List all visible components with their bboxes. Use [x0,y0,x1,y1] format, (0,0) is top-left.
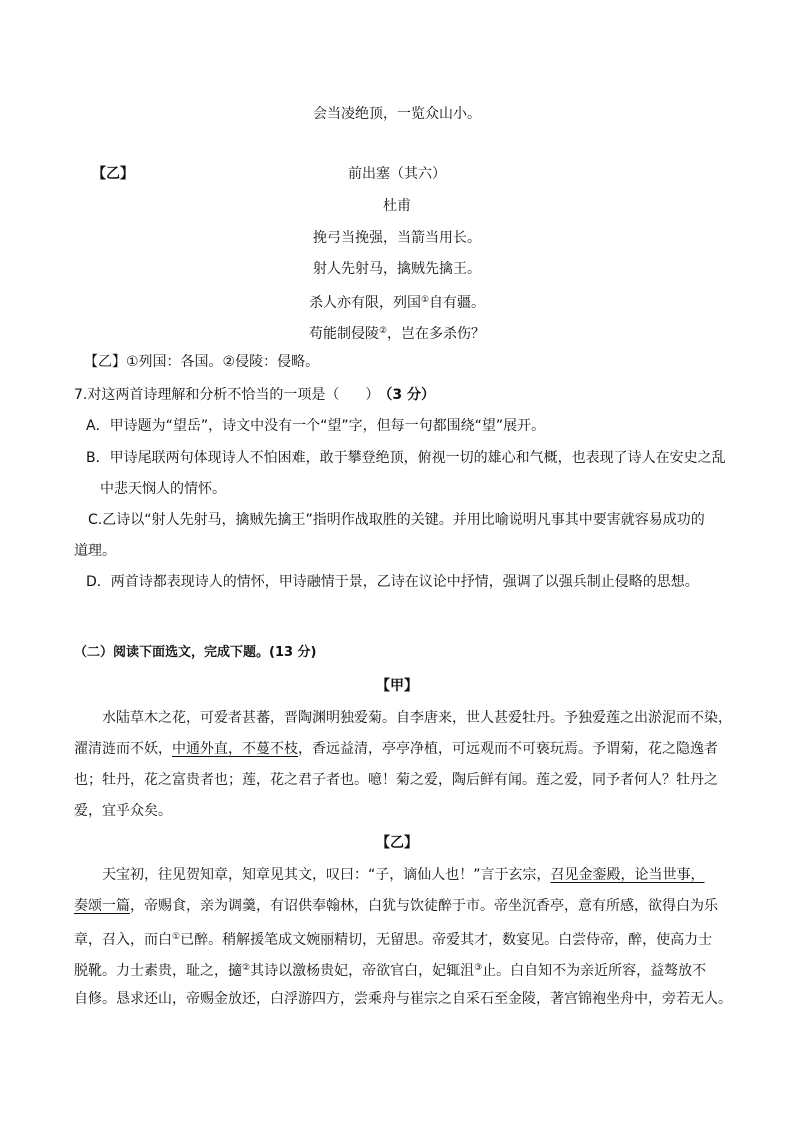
option-c-continued: 道理。 [74,543,116,559]
footnote-marker: ② [378,326,388,336]
option-a: A．甲诗题为“望岳”，诗文中没有一个“望”字，但每一句都围绕“望”展开。 [86,418,546,434]
passage-yi-line-1 [102,865,705,885]
option-b: B．甲诗尾联两句体现诗人不怕困难，敢于攀登绝顶，俯视一切的雄心和气概，也表现了诗人在安史之乱 [86,450,726,466]
passage-yi-line-2-b: ，帝赐食，亲为调羹，有诏供奉翰林，白犹与饮徒醉于市。帝坐沉香亭，意有所感，欲得白为乐 [130,898,718,914]
option-d: D．两首诗都表现诗人的情怀，甲诗融情于景，乙诗在议论中抒情，强调了以强兵制止侵略的思想。 [86,574,699,590]
footnote-marker: ② [242,963,251,973]
passage-yi-line-4-b: 其诗以激杨贵妃，帝欲官白，妃辄沮 [250,963,475,979]
passage-jia-line-4: 爱，宜乎众矣。 [74,803,172,819]
underlined-phrase: 中通外直，不蔓不枝 [172,741,298,757]
passage-yi-line-4-a: 脱靴。力士素贵，耻之，擿 [74,963,242,979]
poem-yi-line-3-b: 自有疆。 [429,295,486,311]
passage-jia-label: 【甲】 [376,678,418,694]
passage-yi-label: 【乙】 [376,835,418,851]
footnote-marker: ① [420,295,430,305]
poem-yi-line-3 [0,290,794,313]
passage-yi-line-5: 自修。恳求还山，帝赐金放还，白浮游四方，尝乘舟与崔宗之自采石至金陵，著宫锦袍坐舟中，旁若无人。 [74,991,732,1007]
underlined-phrase: 奏颂一篇 [74,898,130,914]
option-b-continued: 中悲天悯人的情怀。 [100,481,226,497]
question-7-stem [74,385,435,405]
poem-yi-label: 【乙】 [92,166,134,182]
footnote-marker: ① [172,932,181,942]
passage-jia-line-2 [74,739,718,759]
poem-yi-line-4-a: 苟能制侵陵 [308,326,379,342]
section-2-heading: （二）阅读下面选文，完成下题。(13 分) [74,645,317,660]
passage-yi-line-2 [74,896,718,916]
poem-yi-line-2: 射人先射马，擒贼先擒王。 [313,261,481,277]
poem-yi-notes: 【乙】①列国：各国。②侵陵：侵略。 [84,354,320,370]
footnote-marker: ③ [474,963,483,973]
passage-yi-line-1-a: 天宝初，往见贺知章，知章见其文，叹曰：“子，谪仙人也！”言于玄宗， [102,867,551,883]
poem-yi-author: 杜甫 [383,198,411,214]
question-7-close: ） [365,387,380,403]
passage-jia-line-1: 水陆草木之花，可爱者甚蕃，晋陶渊明独爱菊。自李唐来，世人甚爱牡丹。予独爱莲之出淤泥而不染， [102,710,732,726]
question-7-text: 7.对这两首诗理解和分析不恰当的一项是（ [74,387,340,403]
underlined-phrase: 召见金銮殿，论当世事， [550,867,705,883]
poem-yi-line-4 [0,321,794,344]
poem-yi-line-4-b: ，岂在多杀伤？ [387,326,486,342]
passage-yi-line-4 [74,958,706,981]
question-7-score: （3 分） [385,387,435,403]
passage-jia-line-2-a: 濯清涟而不妖， [74,741,172,757]
passage-jia-line-3: 也；牡丹，花之富贵者也；莲，花之君子者也。噫！菊之爱，陶后鲜有闻。莲之爱，同予者何人？牡丹之 [74,772,718,788]
option-c: C.乙诗以“射人先射马，擒贼先擒王”指明作战取胜的关键。并用比喻说明凡事其中要害就容易成功的 [88,512,705,528]
poem-yi-line-1: 挽弓当挽强，当箭当用长。 [313,230,481,246]
passage-yi-line-3-b: 已醉。稍解援笔成文婉丽精切，无留思。帝爱其才，数宴见。白尝侍帝，醉，使高力士 [180,932,713,948]
passage-jia-line-2-b: ，香远益清，亭亭净植，可远观而不可亵玩焉。予谓菊，花之隐逸者 [298,741,718,757]
poem-jia-last-line: 会当凌绝顶，一览众山小。 [313,106,481,122]
poem-yi-title: 前出塞（其六） [348,166,446,182]
poem-yi-line-3-a: 杀人亦有限，列国 [308,295,421,311]
passage-yi-line-4-c: 止。白自知不为亲近所容，益骜放不 [482,963,707,979]
passage-yi-line-3 [74,927,712,950]
passage-yi-line-3-a: 章，召入，而白 [74,932,172,948]
